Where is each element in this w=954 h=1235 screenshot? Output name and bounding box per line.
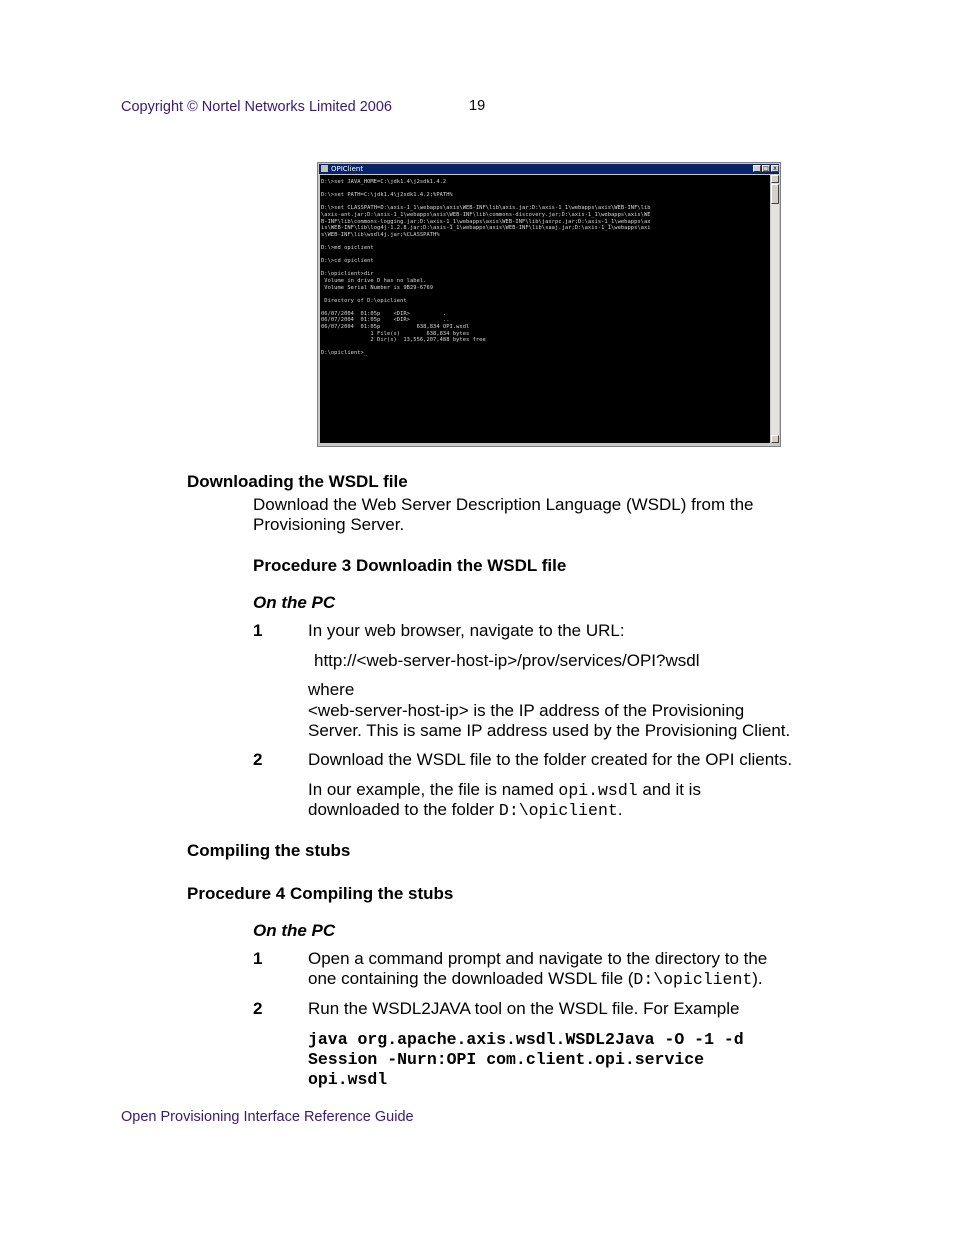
console-scrollbar	[771, 175, 779, 443]
section1-intro-line2: Provisioning Server.	[253, 515, 405, 534]
console-app-icon	[321, 165, 328, 172]
step-1-line2-end: ).	[752, 969, 763, 988]
console-titlebar	[319, 164, 779, 174]
procedure-4-context: On the PC	[253, 921, 336, 940]
procedure-4-step-2-text: Run the WSDL2JAVA tool on the WSDL file. For Example	[308, 999, 740, 1018]
example-folder: D:\opiclient	[498, 801, 618, 820]
procedure-4-step-2-number: 2	[253, 999, 263, 1018]
procedure-4-title: Procedure 4 Compiling the stubs	[187, 884, 454, 903]
step-1-path: D:\opiclient	[633, 970, 753, 989]
wsdl-url: http://<web-server-host-ip>/prov/services/OPI?wsdl	[314, 651, 700, 670]
wsdl2java-command-line3: opi.wsdl	[308, 1070, 388, 1089]
procedure-3-step-1-desc-line2: Server. This is same IP address used by the Provisioning Client.	[308, 721, 791, 740]
section1-intro-line1: Download the Web Server Description Language (WSDL) from the	[253, 495, 754, 514]
procedure-4-step-1-number: 1	[253, 949, 263, 968]
wsdl2java-command-line1: java org.apache.axis.wsdl.WSDL2Java -O -1 -d	[308, 1030, 744, 1049]
console-title: OPIClient	[331, 165, 364, 173]
procedure-3-step-2-example-line1	[308, 780, 701, 801]
example-filename: opi.wsdl	[558, 781, 638, 800]
page-number: 19	[469, 98, 486, 114]
console-output	[320, 175, 770, 443]
procedure-3-step-1-text: In your web browser, navigate to the URL:	[308, 621, 625, 640]
example-text-mid: and it is	[637, 780, 701, 799]
procedure-3-context: On the PC	[253, 593, 336, 612]
example-text-end: .	[617, 800, 623, 819]
step-1-line2-pre: one containing the downloaded WSDL file (	[308, 969, 634, 988]
footer-guide-title: Open Provisioning Interface Reference Guide	[121, 1109, 414, 1125]
close-icon: x	[771, 165, 779, 172]
maximize-icon: □	[763, 165, 769, 172]
section-heading-downloading: Downloading the WSDL file	[187, 472, 408, 491]
minimize-icon: _	[753, 165, 761, 172]
procedure-3-step-2-example-line2	[308, 800, 622, 821]
section-heading-compiling: Compiling the stubs	[187, 841, 351, 860]
console-window-screenshot	[317, 162, 781, 447]
procedure-4-step-1-line1: Open a command prompt and navigate to the directory to the	[308, 949, 768, 968]
procedure-3-step-1-where: where	[308, 680, 355, 699]
procedure-3-step-1-desc-line1: <web-server-host-ip> is the IP address of the Provisioning	[308, 701, 745, 720]
header-copyright: Copyright © Nortel Networks Limited 2006	[121, 99, 392, 115]
procedure-3-title: Procedure 3 Downloadin the WSDL file	[253, 556, 567, 575]
procedure-3-step-2-number: 2	[253, 750, 263, 769]
procedure-4-step-1-line2	[308, 969, 763, 990]
procedure-3-step-2-text: Download the WSDL file to the folder created for the OPI clients.	[308, 750, 793, 769]
example-text-pre: In our example, the file is named	[308, 780, 559, 799]
console-text: D:\>set JAVA_HOME=C:\jdk1.4\j2sdk1.4.2 D:\>set PATH=C:\jdk1.4\j2sdk1.4.2;%PATH% D:\>set CLASSPATH=D:\axis-1_1\webapps\axis\WEB-INF\lib\axis.jar;D:\axis-1_1\webapps\axis\WEB-INF\lib \axis-ant.jar;D:\axis-1_1\webapps\axis\WEB-INF\lib\commons-discovery.jar;D:\axis-1_1\webapps\axis\WE B-INF\lib\commons-logging.jar;D:\axis-1_1\webapps\axis\WEB-INF\lib\jaxrpc.jar;D:\axis-1_1\webapps\ax is\WEB-INF\lib\log4j-1.2.8.jar;D:\axis-1_1\webapps\axis\WEB-INF\lib\saaj.jar;D:\axis-1_1\webapps\axi s\WEB-INF\lib\wsdl4j.jar;%CLASSPATH% D:\>md opiclient D:\>cd opiclient D:\opiclient>dir Volume in drive D has no label. Volume Serial Number is 9B29-6769 Directory of D:\opiclient 06/07/2004 01:05p <DIR> . 06/07/2004 01:05p <DIR> .. 06/07/2004 01:05p 638,834 OPI.wsdl 1 File(s) 638,834 bytes 2 Dir(s) 13,556,207,488 bytes free D:\opiclient>_	[321, 179, 651, 357]
procedure-3-step-1-number: 1	[253, 621, 263, 640]
wsdl2java-command-line2: Session -Nurn:OPI com.client.opi.service	[308, 1050, 705, 1069]
scroll-down-icon	[771, 435, 779, 443]
scroll-thumb	[771, 184, 779, 204]
scroll-up-icon	[771, 175, 779, 183]
example-text-line2: downloaded to the folder	[308, 800, 499, 819]
